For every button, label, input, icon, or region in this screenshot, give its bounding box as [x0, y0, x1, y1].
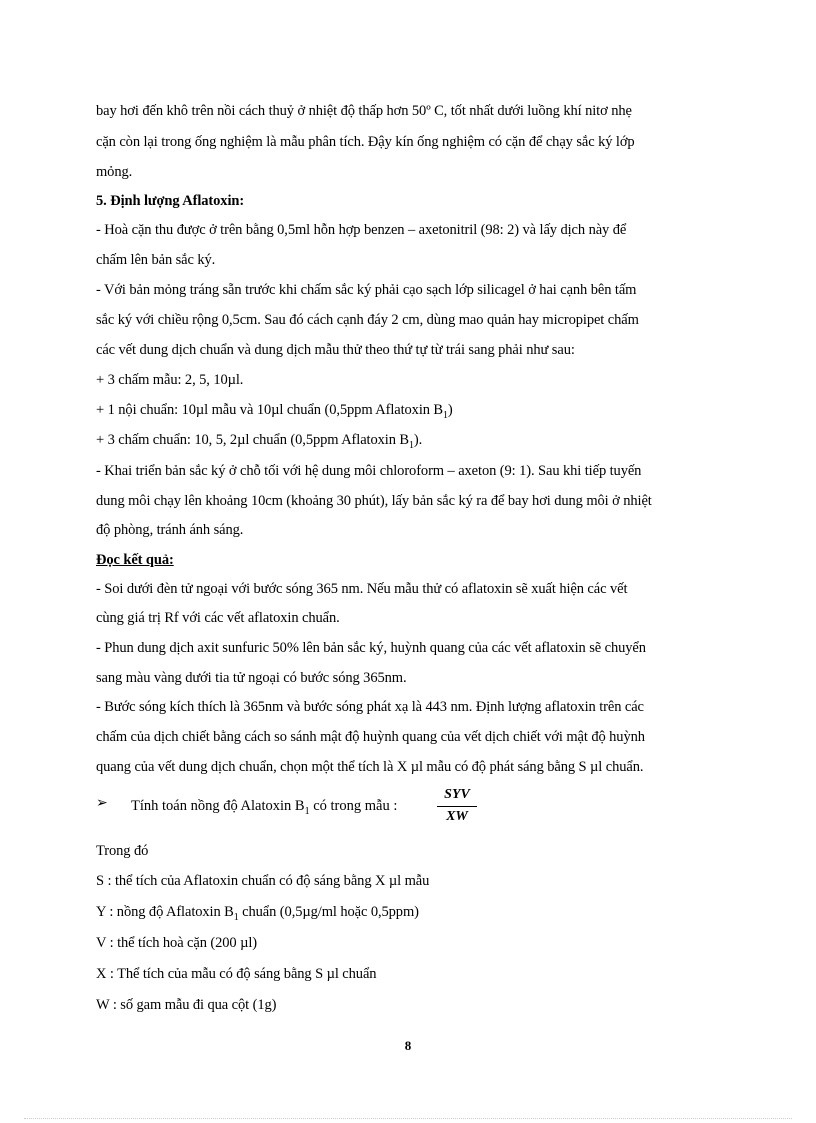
body-line: - Hoà cặn thu được ở trên bằng 0,5ml hỗn hợp benzen – axetonitril (98: 2) và lấy dịch này để: [96, 222, 627, 238]
formula-text-after: có trong mẫu :: [309, 798, 398, 814]
definition-s: S : thể tích của Aflatoxin chuẩn có độ sáng bằng X µl mẫu: [96, 873, 430, 889]
fraction-bar: [437, 806, 477, 807]
formula-fraction: [437, 787, 477, 827]
body-line: [96, 431, 422, 449]
where-label: Trong đó: [96, 843, 149, 859]
formula-text: Tính toán nồng độ Alatoxin B: [131, 798, 305, 814]
definition-text: Y : nồng độ Aflatoxin B: [96, 904, 234, 920]
subscript: 1: [304, 805, 310, 817]
body-line: sắc ký với chiều rộng 0,5cm. Sau đó cách cạnh đáy 2 cm, dùng mao quản hay micropipet chấm: [96, 312, 639, 328]
formula-caption: [131, 798, 397, 815]
results-line: - Bước sóng kích thích là 365nm và bước sóng phát xạ là 443 nm. Định lượng aflatoxin trên các: [96, 699, 644, 715]
subscript: 1: [443, 409, 448, 421]
arrow-bullet-icon: ➢: [96, 796, 108, 811]
paragraph-line: cặn còn lại trong ống nghiệm là mẫu phân tích. Đậy kín ống nghiệm có cặn để chạy sắc ký lớp: [96, 134, 635, 150]
results-line: quang của vết dung dịch chuẩn, chọn một thể tích là X µl mẫu có độ phát sáng bằng S µl chuẩn.: [96, 759, 644, 775]
results-heading: Đọc kết quả:: [96, 552, 174, 568]
page-divider: [24, 1118, 792, 1119]
results-line: sang màu vàng dưới tia tử ngoại có bước sóng 365nm.: [96, 670, 407, 686]
paragraph-line: bay hơi đến khô trên nồi cách thuỷ ở nhiệt độ thấp hơn 50º C, tốt nhất dưới luồng khí nitơ nhẹ: [96, 103, 632, 119]
fraction-denominator: XW: [446, 809, 468, 824]
body-line: độ phòng, tránh ánh sáng.: [96, 522, 244, 538]
paragraph-line: mỏng.: [96, 164, 133, 180]
body-line: [96, 401, 453, 419]
results-line: - Phun dung dịch axit sunfuric 50% lên bản sắc ký, huỳnh quang của các vết aflatoxin sẽ chuyển: [96, 640, 646, 656]
definition-y: [96, 903, 419, 921]
definition-w: W : số gam mẫu đi qua cột (1g): [96, 997, 277, 1013]
close-paren: ): [447, 402, 453, 418]
body-line: dung môi chạy lên khoảng 10cm (khoảng 30 phút), lấy bản sắc ký ra để bay hơi dung môi ở nhiệt: [96, 493, 652, 509]
subscript: 1: [408, 439, 414, 451]
body-line-text: + 1 nội chuẩn: 10µl mẫu và 10µl chuẩn (0,5ppm Aflatoxin B: [96, 402, 443, 418]
body-line: - Với bản mỏng tráng sẵn trước khi chấm sắc ký phải cạo sạch lớp silicagel ở hai cạnh bên tấm: [96, 282, 637, 298]
results-line: chấm của dịch chiết bằng cách so sánh mật độ huỳnh quang của vết dịch chiết với mật độ huỳnh: [96, 729, 645, 745]
body-line: + 3 chấm mẫu: 2, 5, 10µl.: [96, 372, 244, 388]
body-line-text: + 3 chấm chuẩn: 10, 5, 2µl chuẩn (0,5ppm Aflatoxin B: [96, 432, 409, 448]
definition-v: V : thể tích hoà cặn (200 µl): [96, 935, 258, 951]
subscript: 1: [233, 911, 239, 923]
results-line: cùng giá trị Rf với các vết aflatoxin chuẩn.: [96, 610, 340, 626]
page-number: 8: [404, 1038, 412, 1053]
results-line: - Soi dưới đèn tử ngoại với bước sóng 365 nm. Nếu mẫu thử có aflatoxin sẽ xuất hiện các vết: [96, 581, 628, 597]
close-paren: ).: [413, 432, 423, 448]
body-line: các vết dung dịch chuẩn và dung dịch mẫu thử theo thứ tự từ trái sang phải như sau:: [96, 342, 575, 358]
section-heading: 5. Định lượng Aflatoxin:: [96, 193, 245, 209]
body-line: chấm lên bản sắc ký.: [96, 252, 216, 268]
body-line: - Khai triển bản sắc ký ở chỗ tối với hệ dung môi chloroform – axeton (9: 1). Sau khi tiếp tuyến: [96, 463, 642, 479]
fraction-numerator: SYV: [444, 787, 470, 802]
definition-x: X : Thể tích của mẫu có độ sáng bằng S µl chuẩn: [96, 966, 377, 982]
definition-text-after: chuẩn (0,5µg/ml hoặc 0,5ppm): [238, 904, 419, 920]
